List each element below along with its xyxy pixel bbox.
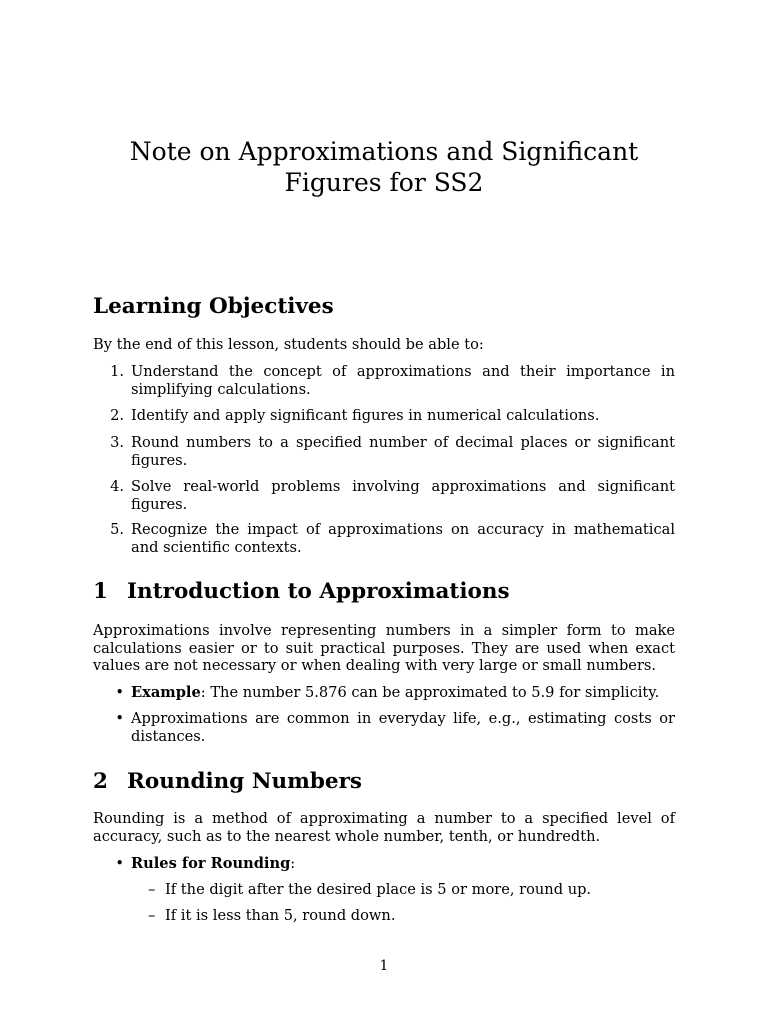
list-number: 3. [110, 434, 124, 451]
list-number: 1. [110, 363, 124, 380]
section-1-paragraph: Approximations involve representing numbers in a simpler form to make calculations easier or to suit practical purposes. They are used when exact values are not necessary or when dealing with very large or small numbers. [93, 622, 675, 675]
bullet-text: Approximations are common in everyday life, e.g., estimating costs or distances. [131, 710, 675, 745]
section-2-paragraph: Rounding is a method of approximating a number to a specified level of accuracy, such as to the nearest whole number, tenth, or hundredth. [93, 810, 675, 845]
list-number: 4. [110, 478, 124, 495]
section-title: Rounding Numbers [127, 769, 362, 794]
dash-marker: – [148, 907, 156, 924]
dash-marker: – [148, 881, 156, 898]
section-number: 1 [93, 579, 108, 604]
objective-text: Solve real-world problems involving approximations and significant figures. [131, 478, 675, 513]
objective-item [93, 407, 675, 425]
bullet-marker: • [115, 710, 124, 727]
section-title: Introduction to Approximations [127, 579, 510, 604]
bold-term: Example [131, 684, 201, 701]
objective-item [93, 521, 675, 556]
page-number: 1 [379, 958, 389, 974]
objective-text: Understand the concept of approximations and their importance in simplifying calculations. [131, 363, 675, 398]
sub-bullet-item [93, 881, 675, 899]
sub-bullet-text: If it is less than 5, round down. [165, 907, 396, 924]
objective-text: Recognize the impact of approximations on accuracy in mathematical and scientific contexts. [131, 521, 675, 556]
list-number: 5. [110, 521, 124, 538]
bullet-text: : [290, 855, 296, 872]
section-1-heading [93, 578, 510, 606]
sub-bullet-item [93, 907, 675, 925]
bold-term: Rules for Rounding [131, 855, 291, 872]
objectives-intro: By the end of this lesson, students should be able to: [93, 336, 484, 353]
objective-item [93, 478, 675, 513]
bullet-item [93, 855, 675, 873]
objective-text: Identify and apply significant figures in numerical calculations. [131, 407, 600, 424]
objectives-heading: Learning Objectives [93, 294, 334, 319]
list-number: 2. [110, 407, 124, 424]
section-2-heading [93, 768, 362, 796]
bullet-text: : The number 5.876 can be approximated to 5.9 for simplicity. [200, 684, 660, 701]
objective-item [93, 434, 675, 469]
bullet-marker: • [115, 855, 124, 872]
section-number: 2 [93, 769, 108, 794]
bullet-item [93, 710, 675, 745]
sub-bullet-text: If the digit after the desired place is 5 or more, round up. [165, 881, 592, 898]
bullet-item [93, 684, 675, 702]
objective-text: Round numbers to a specified number of decimal places or significant figures. [131, 434, 675, 469]
bullet-marker: • [115, 684, 124, 701]
document-title: Note on Approximations and Significant Figures for SS2 [129, 137, 639, 197]
objective-item [93, 363, 675, 398]
